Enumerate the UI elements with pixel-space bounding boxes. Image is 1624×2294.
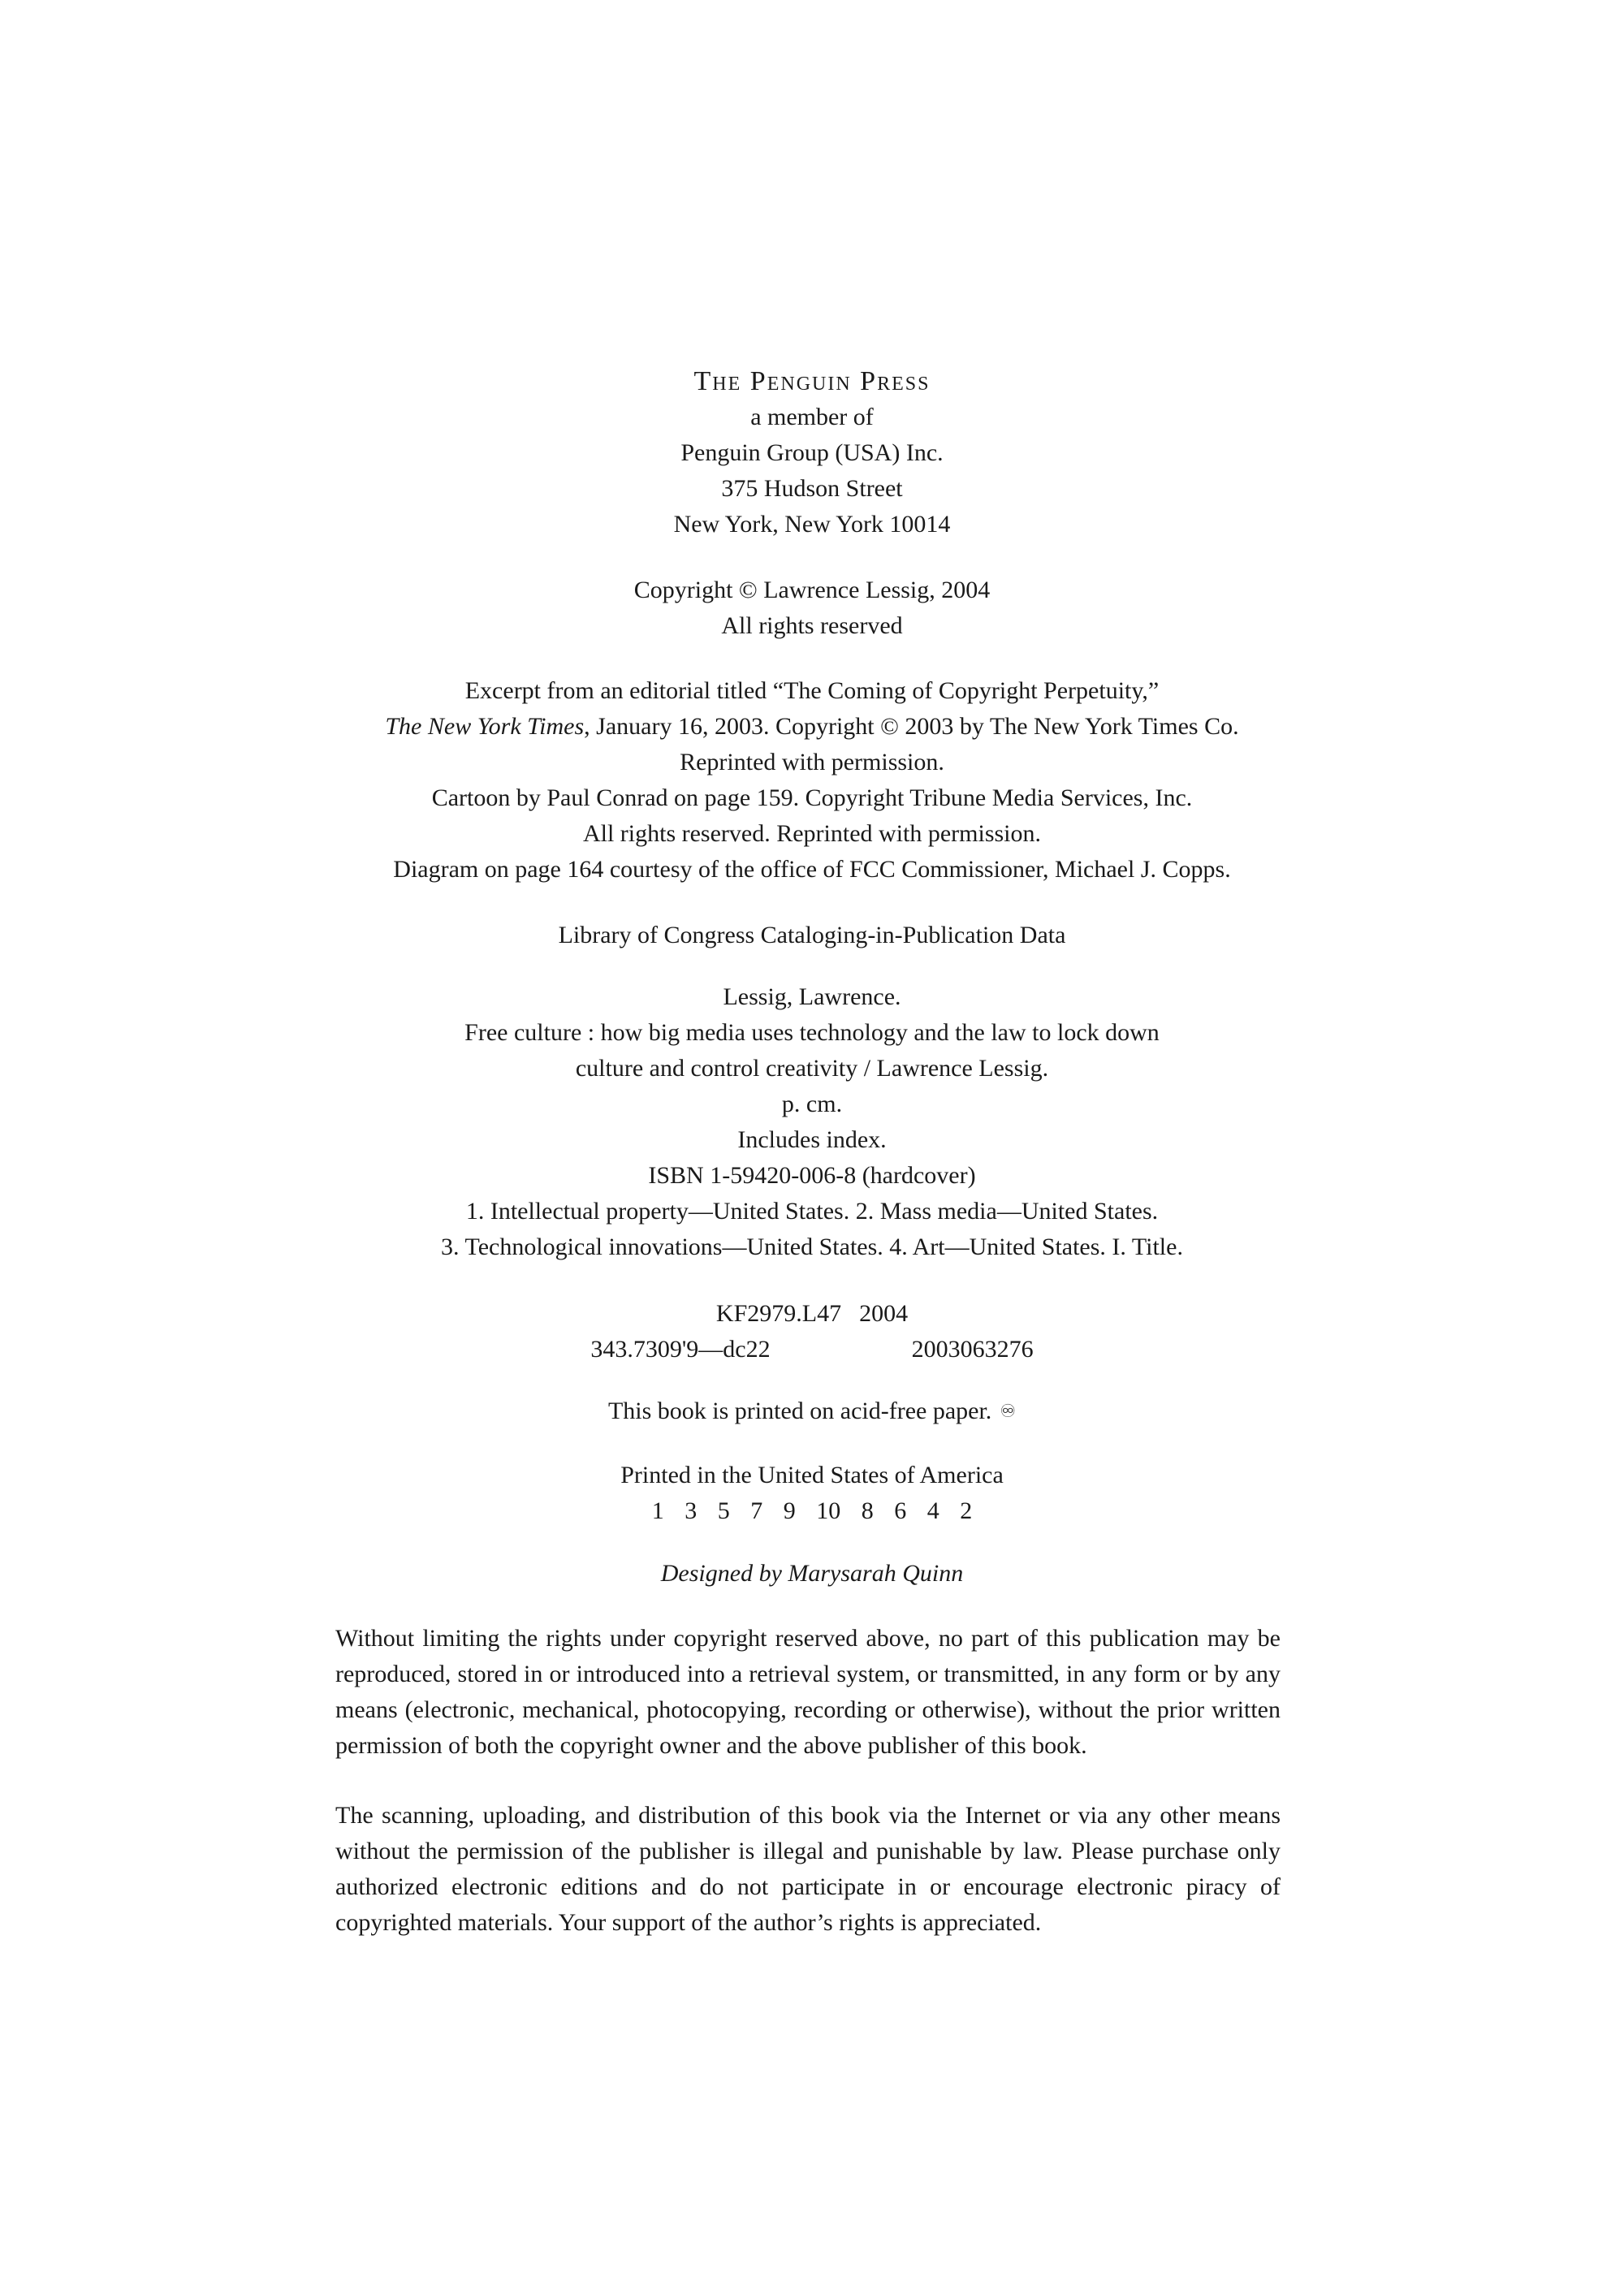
printing-number: 3 (685, 1497, 698, 1524)
rights-reserved: All rights reserved (721, 612, 903, 639)
catalog-pages: p. cm. (781, 1091, 843, 1117)
paper-note-text: This book is printed on acid-free paper. (607, 1398, 992, 1424)
publisher-line: a member of (750, 404, 874, 430)
excerpt-line: Reprinted with permission. (680, 749, 944, 775)
publisher-line: 375 Hudson Street (721, 475, 903, 502)
printing-number: 9 (783, 1497, 796, 1524)
excerpt-line: Excerpt from an editorial titled “The Coming of Copyright Perpetuity,” (464, 677, 1160, 704)
lc-call-number: KF2979.L47 (715, 1300, 842, 1327)
excerpt-line (325, 709, 1299, 745)
dewey-number: 343.7309'9—dc22 (590, 1336, 771, 1363)
printing-number: 5 (717, 1497, 730, 1524)
lc-year: 2004 (859, 1300, 909, 1327)
piracy-paragraph: The scanning, uploading, and distribution of this book via the Internet or via any other means without the permission of the publisher is illegal and punishable by law. Please purchase only authorized electronic editions and do not participate in or encourage electronic piracy of copyrighted materials. Your support of the author’s rights is appreciated. (335, 1802, 1281, 1936)
permissions-block (325, 673, 1299, 888)
cartoon-credit: Cartoon by Paul Conrad on page 159. Copyright Tribune Media Services, Inc. (431, 784, 1193, 811)
printing-number: 7 (750, 1497, 763, 1524)
publisher-line: Penguin Group (USA) Inc. (680, 439, 944, 466)
catalog-title: culture and control creativity / Lawrence Lessig. (575, 1055, 1049, 1082)
excerpt-line-rest: , January 16, 2003. Copyright © 2003 by The New York Times Co. (584, 713, 1239, 740)
paper-note (325, 1393, 1299, 1429)
nyt-title: The New York Times (385, 713, 585, 740)
designer-credit: Designed by Marysarah Quinn (660, 1560, 964, 1587)
printing-number: 8 (861, 1497, 874, 1524)
printed-in: Printed in the United States of America (620, 1462, 1004, 1488)
publisher-line: New York, New York 10014 (673, 511, 951, 538)
printing-number: 1 (651, 1497, 664, 1524)
catalog-subjects: 3. Technological innovations—United States. 4. Art—United States. I. Title. (441, 1233, 1183, 1260)
copyright-block (325, 572, 1299, 644)
catalog-title: Free culture : how big media uses technology and the law to lock down (464, 1019, 1160, 1046)
printing-block (325, 1458, 1299, 1529)
dewey-row (325, 1332, 1299, 1367)
publisher-name: The Penguin Press (693, 366, 931, 396)
printing-number: 4 (926, 1497, 939, 1524)
catalog-index: Includes index. (737, 1126, 887, 1153)
loc-heading: Library of Congress Cataloging-in-Publication Data (558, 922, 1066, 948)
classification-block (325, 1296, 1299, 1367)
lccn: 2003063276 (911, 1336, 1034, 1363)
printing-numbers (325, 1493, 1299, 1529)
catalog-author: Lessig, Lawrence. (723, 983, 901, 1010)
catalog-isbn: ISBN 1-59420-006-8 (hardcover) (648, 1162, 976, 1189)
lc-call-row (325, 1296, 1299, 1332)
printing-number: 10 (816, 1497, 841, 1524)
catalog-subjects: 1. Intellectual property—United States. 2. Mass media—United States. (465, 1198, 1159, 1225)
cataloging-data (325, 979, 1299, 1265)
rights-paragraph: Without limiting the rights under copyright reserved above, no part of this publication may be reproduced, stored in or introduced into a retrieval system, or transmitted, in any form or by any means (electronic, mechanical, photocopying, recording or otherwise), without the prior written permission of both the copyright owner and the above publisher of this book. (335, 1625, 1281, 1759)
printing-number: 2 (960, 1497, 973, 1524)
cartoon-rights: All rights reserved. Reprinted with permission. (582, 820, 1042, 847)
publisher-block (325, 364, 1299, 542)
copyright-notice: Copyright © Lawrence Lessig, 2004 (633, 577, 991, 603)
diagram-credit: Diagram on page 164 courtesy of the office of FCC Commissioner, Michael J. Copps. (393, 856, 1231, 883)
acid-free-paper-icon: ♾ (1000, 1401, 1017, 1421)
printing-number: 6 (894, 1497, 907, 1524)
